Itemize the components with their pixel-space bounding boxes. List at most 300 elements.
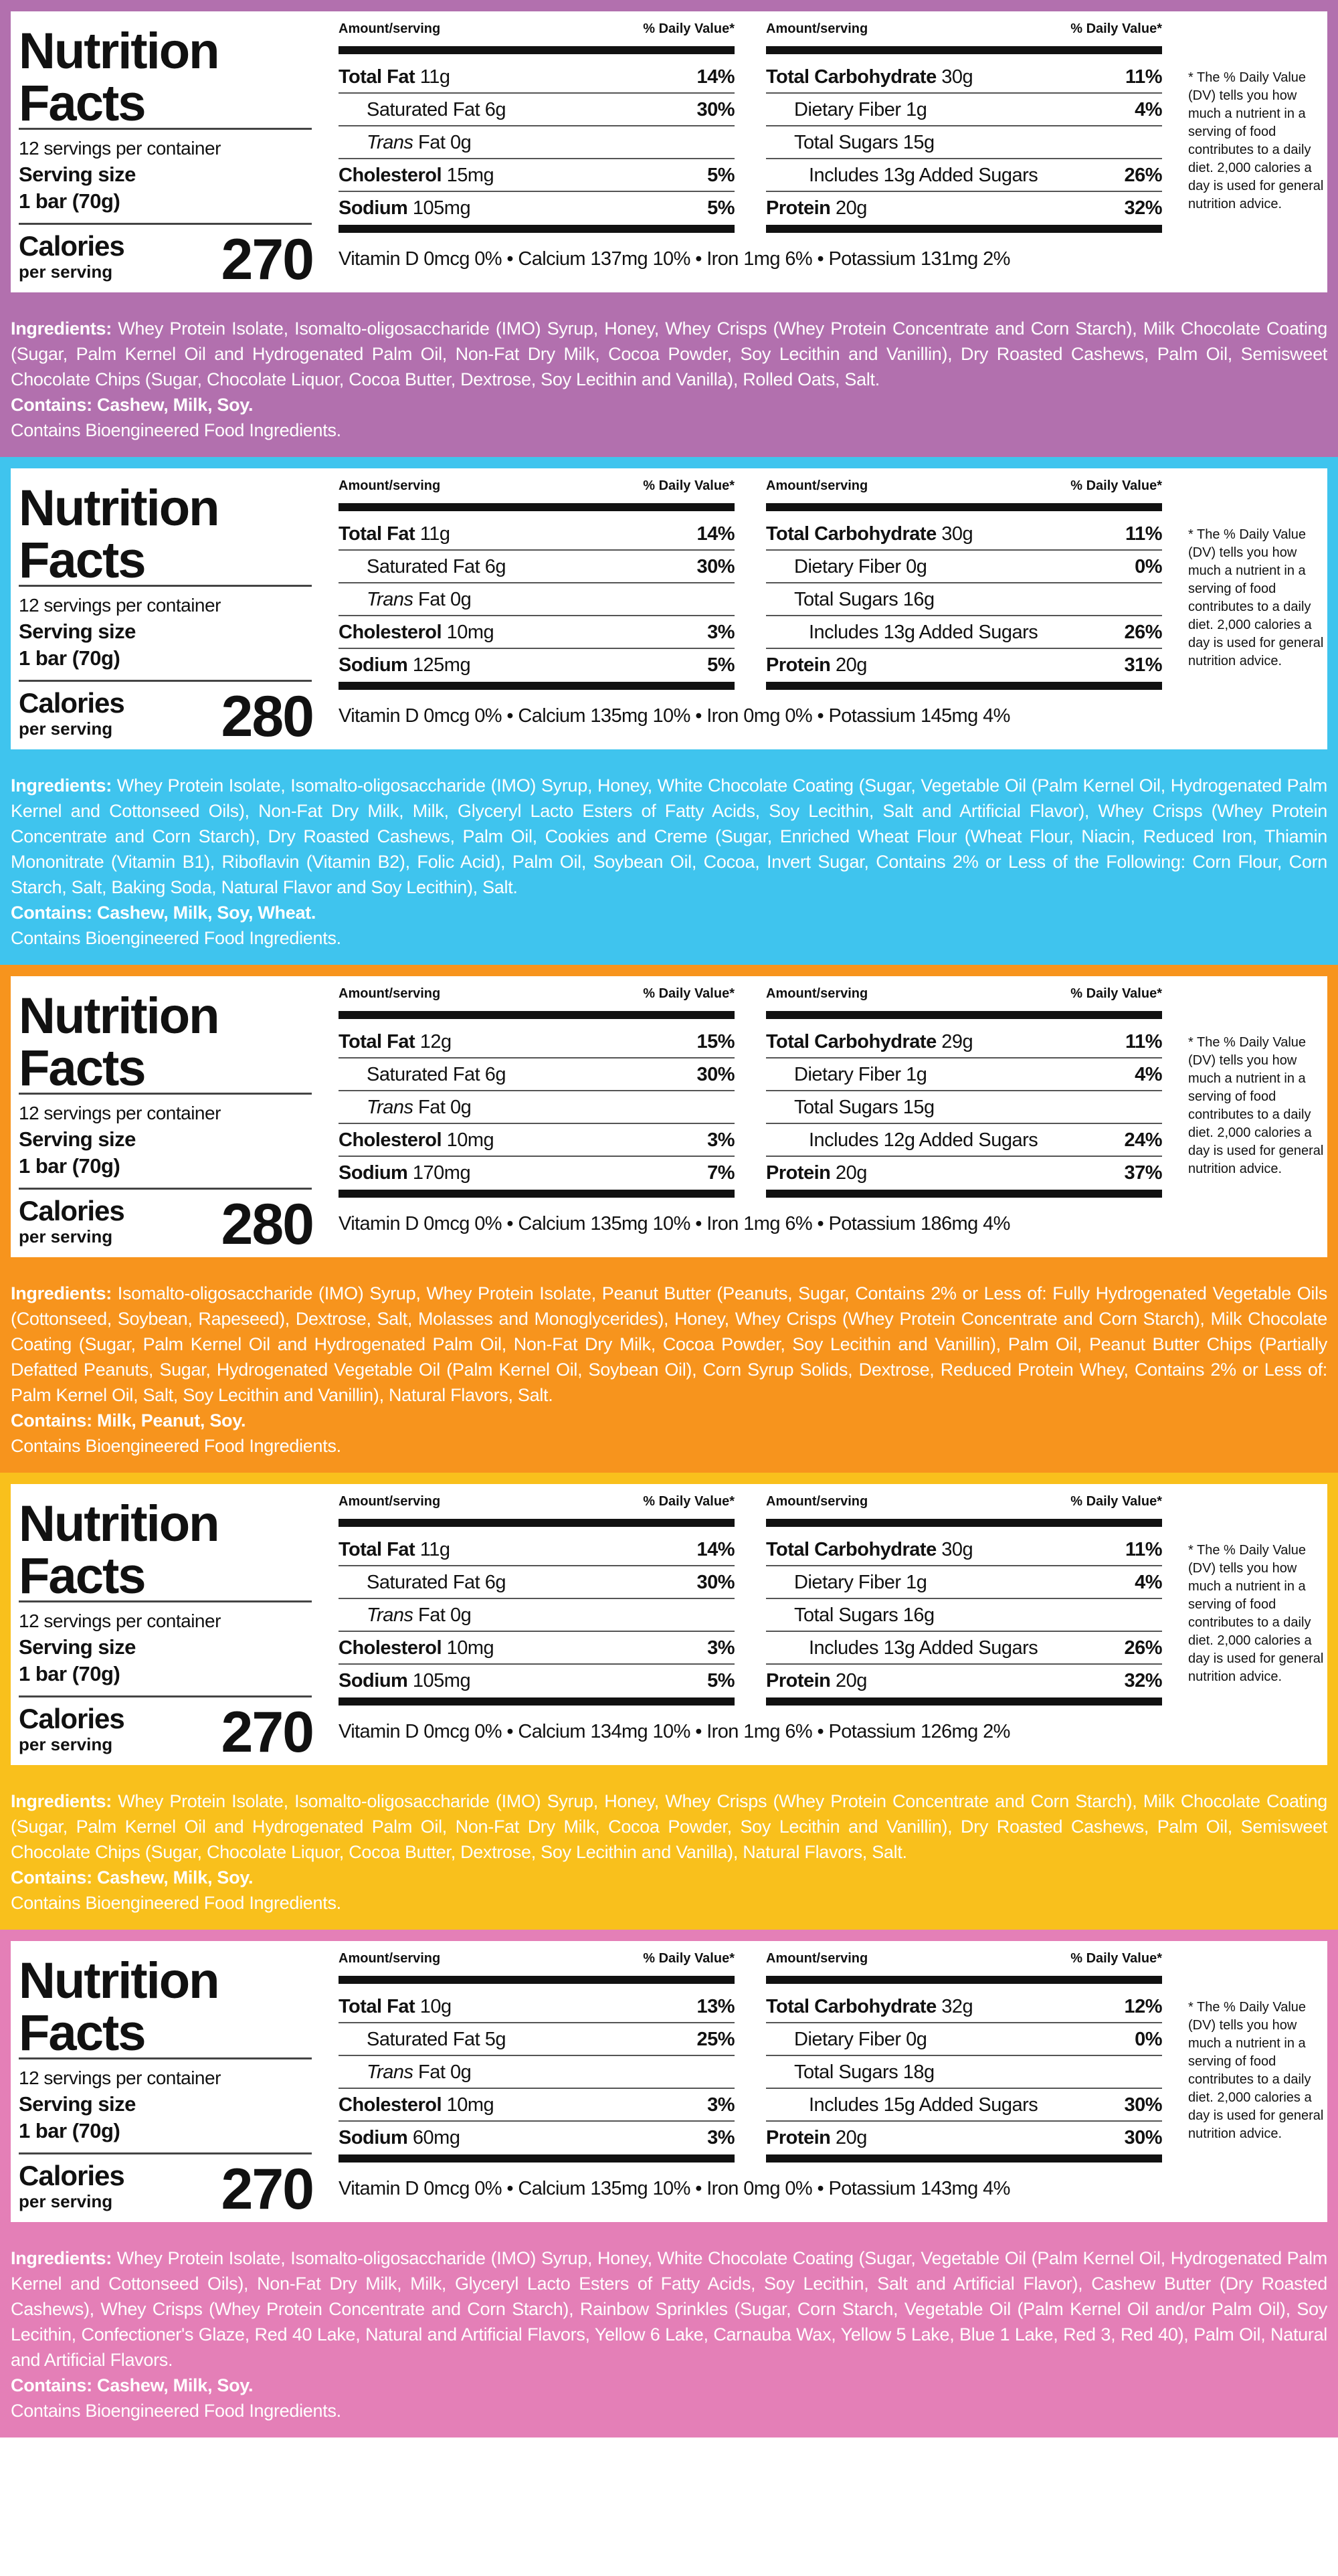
amount-serving-header: Amount/serving: [339, 1951, 441, 1966]
nutrient-amount: 105mg: [412, 197, 471, 219]
includes-label: Includes: [809, 622, 879, 643]
nutrient-name: Dietary Fiber: [794, 556, 901, 577]
trans-label: Trans: [367, 589, 413, 610]
nutrient-daily-value: 3%: [707, 1637, 735, 1659]
includes-label: Includes: [809, 2094, 879, 2116]
nutrient-daily-value: 30%: [1124, 2127, 1162, 2148]
ingredients-list: Isomalto-oligosaccharide (IMO) Syrup, Whey Protein Isolate, Peanut Butter (Peanuts, Sugar, Contains 2% or Less of: Fully Hydrogenated Vegetable Oils (Cottonseed, Soybean, Rapeseed), Dextrose, Salt, Molasses and Monoglycerides), Honey, Whey Crisps (Whey Protein Concentrate and Corn Starch), Milk Chocolate Coating (Sugar, Palm Kernel Oil and Hydrogenated Palm Oil, Non-Fat Dry Milk, Cocoa Powder, Soy Lecithin and Vanillin), Palm Oil, Peanut Butter Chips (Partially Defatted Peanuts, Sugar, Hydrogenated Vegetable Oil (Palm Kernel Oil, Soybean Oil), Corn Syrup Solids, Dextrose, Reduced Protein Whey, Contains 2% or Less of: Palm Kernel Oil, Salt, Soy Lecithin and Vanillin), Natural Flavors, Salt.: [11, 1283, 1327, 1405]
nutrient-row-chol: [339, 1124, 735, 1157]
nutrient-amount: 6g: [484, 99, 506, 120]
table-header: [339, 976, 735, 1003]
nutrient-label: [367, 556, 506, 578]
nutrient-amount: 16g: [902, 589, 935, 610]
nutrient-label: [809, 165, 1038, 187]
nutrient-name: Cholesterol: [339, 622, 442, 643]
nutrient-amount: 10g: [419, 1996, 452, 2017]
nutrition-facts-panel: [11, 976, 1327, 1257]
nutrient-amount: 60mg: [412, 2127, 460, 2148]
nutrient-amount: 30g: [941, 1539, 973, 1560]
bioengineered-statement: Contains Bioengineered Food Ingredients.: [11, 1436, 341, 1456]
thick-bar: [766, 1011, 1162, 1019]
daily-value-header: % Daily Value*: [1070, 21, 1162, 36]
nutrient-amount: 0g: [906, 2029, 927, 2050]
nutrient-row-carb: [766, 61, 1162, 94]
nutrient-row-fiber: [766, 1566, 1162, 1599]
servings-per-container: 12 servings per container: [19, 1103, 221, 1123]
nutrient-amount: 20g: [835, 2127, 867, 2148]
ingredients-block: [11, 1257, 1327, 1473]
nutrient-table: [766, 976, 1162, 1198]
nutrient-amount: 10mg: [446, 1637, 494, 1659]
nutrient-row-fat: [339, 61, 735, 94]
nutrient-amount: 6g: [484, 1572, 506, 1593]
daily-value-header: % Daily Value*: [1070, 1951, 1162, 1966]
ingredients-list: Whey Protein Isolate, Isomalto-oligosaccharide (IMO) Syrup, Honey, White Chocolate Coating (Sugar, Vegetable Oil (Palm Kernel Oil, Hydrogenated Palm Kernel and Cottonseed Oils), Non-Fat Dry Milk, Milk, Glyceryl Lacto Esters of Fatty Acids, Soy Lecithin, Salt and Artificial Flavor), Cashew Butter (Dry Roasted Cashews), Whey Crisps (Whey Protein Concentrate and Corn Starch), Rainbow Sprinkles (Sugar, Corn Starch, Vegetable Oil (Palm Kernel Oil and/or Palm Oil), Soy Lecithin, Confectioner's Glaze, Red 40 Lake, Natural and Artificial Flavors, Yellow 6 Lake, Carnauba Wax, Yellow 5 Lake, Blue 1 Lake, Red 3, Red 40), Palm Oil, Natural and Artificial Flavors.: [11, 2248, 1327, 2370]
per-serving-label: per serving: [19, 2191, 113, 2211]
calories-label-block: [19, 2160, 124, 2211]
nutrient-name: Saturated Fat: [367, 2029, 480, 2050]
table-header: [766, 11, 1162, 38]
thick-bar: [766, 1697, 1162, 1706]
nutrient-label: [339, 622, 494, 644]
daily-value-header: % Daily Value*: [643, 1951, 735, 1966]
nutrient-daily-value: 25%: [696, 2029, 735, 2050]
nutrient-label: [794, 589, 935, 611]
nutrient-name: Total Sugars: [794, 1097, 898, 1118]
nutrient-label: [339, 1162, 470, 1184]
nutrient-rows: [766, 518, 1162, 682]
nutrient-daily-value: 4%: [1135, 1572, 1162, 1593]
nutrient-rows: [339, 1991, 735, 2154]
ingredients-text: [11, 1281, 1327, 1408]
nutrient-table: [339, 11, 735, 233]
calories-label-block: [19, 1704, 124, 1754]
nutrient-name: Total Fat: [339, 1996, 415, 2017]
nutrient-amount: 0g: [450, 1097, 472, 1118]
nutrient-row-protein: [766, 2122, 1162, 2154]
title-nutrition: Nutrition: [19, 1952, 219, 2009]
nutrient-amount: 18g: [902, 2061, 935, 2083]
nutrient-label: [339, 1996, 452, 2018]
nutrient-daily-value: 32%: [1124, 1670, 1162, 1691]
ingredients-text: [11, 2245, 1327, 2373]
divider: [19, 1188, 312, 1190]
nutrient-row-fiber: [766, 1059, 1162, 1091]
thick-bar: [339, 1519, 735, 1527]
nutrient-label: [766, 1670, 867, 1692]
nutrient-label: [809, 2094, 1038, 2116]
nutrient-daily-value: 31%: [1124, 654, 1162, 676]
divider: [19, 1695, 312, 1697]
nutrient-name: Protein: [766, 1670, 831, 1691]
vitamins-minerals-line: Vitamin D 0mcg 0% • Calcium 137mg 10% • Iron 1mg 6% • Potassium 131mg 2%: [339, 248, 1010, 270]
nutrient-name: Dietary Fiber: [794, 99, 901, 120]
nutrient-daily-value: 3%: [707, 1129, 735, 1151]
nutrient-daily-value: 5%: [707, 197, 735, 219]
nutrient-amount: 10mg: [446, 2094, 494, 2116]
ingredients-label: Ingredients:: [11, 775, 112, 796]
ingredients-label: Ingredients:: [11, 318, 112, 339]
divider: [19, 223, 312, 225]
nutrient-row-protein: [766, 1157, 1162, 1190]
nutrient-daily-value: 5%: [707, 1670, 735, 1691]
nutrient-row-added: [766, 1124, 1162, 1157]
added-sugars-label: Added Sugars: [919, 622, 1038, 643]
nutrient-amount: 20g: [835, 197, 867, 219]
ingredients-block: [11, 2222, 1327, 2437]
ingredients-label: Ingredients:: [11, 2248, 112, 2268]
table-header: [766, 468, 1162, 495]
nutrient-daily-value: 24%: [1124, 1129, 1162, 1151]
ingredients-label: Ingredients:: [11, 1283, 112, 1303]
ingredients-list: Whey Protein Isolate, Isomalto-oligosaccharide (IMO) Syrup, Honey, Whey Crisps (Whey Protein Concentrate and Corn Starch), Milk Chocolate Coating (Sugar, Palm Kernel Oil and Hydrogenated Palm Oil, Non-Fat Dry Milk, Cocoa Powder, Soy Lecithin and Vanillin), Dry Roasted Cashews, Palm Oil, Semisweet Chocolate Chips (Sugar, Chocolate Liquor, Cocoa Butter, Dextrose, Soy Lecithin and Vanilla), Rolled Oats, Salt.: [11, 318, 1327, 389]
ingredients-list: Whey Protein Isolate, Isomalto-oligosaccharide (IMO) Syrup, Honey, Whey Crisps (Whey Protein Concentrate and Corn Starch), Milk Chocolate Coating (Sugar, Palm Kernel Oil and Hydrogenated Palm Oil, Non-Fat Dry Milk, Cocoa Powder, Soy Lecithin and Vanillin), Dry Roasted Cashews, Palm Oil, Semisweet Chocolate Chips (Sugar, Chocolate Liquor, Cocoa Butter, Dextrose, Soy Lecithin and Vanilla), Natural Flavors, Salt.: [11, 1791, 1327, 1862]
nutrient-row-trans: [339, 1091, 735, 1124]
servings-per-container: 12 servings per container: [19, 1611, 221, 1631]
product-section: [0, 965, 1338, 1473]
nutrient-row-trans: [339, 1599, 735, 1632]
nutrient-amount: 0g: [450, 1604, 472, 1626]
added-amount: 13g: [883, 1637, 915, 1659]
nutrient-name: Saturated Fat: [367, 1572, 480, 1593]
ingredients-text: [11, 773, 1327, 900]
vitamins-minerals-line: Vitamin D 0mcg 0% • Calcium 135mg 10% • Iron 0mg 0% • Potassium 145mg 4%: [339, 705, 1010, 727]
servings-per-container: 12 servings per container: [19, 2067, 221, 2088]
thick-bar: [339, 503, 735, 511]
thick-bar: [339, 1011, 735, 1019]
nutrient-label: [339, 66, 450, 88]
calories-label: Calories: [19, 2160, 124, 2191]
nutrient-row-carb: [766, 1534, 1162, 1566]
nutrient-amount: 15g: [902, 132, 935, 153]
daily-value-header: % Daily Value*: [643, 21, 735, 36]
contains-label: Contains:: [11, 1410, 92, 1431]
nutrient-row-chol: [339, 1632, 735, 1665]
serving-size-label: Serving size: [19, 1127, 136, 1151]
thick-bar: [339, 1976, 735, 1984]
nutrient-rows: [766, 61, 1162, 225]
nutrition-facts-panel: [11, 1484, 1327, 1765]
amount-serving-header: Amount/serving: [339, 1494, 441, 1509]
nutrient-daily-value: 5%: [707, 165, 735, 186]
nutrient-row-sod: [339, 649, 735, 682]
nutrient-row-added: [766, 616, 1162, 649]
nutrient-table: [339, 1484, 735, 1706]
nutrient-name: Total Fat: [339, 1031, 415, 1052]
nutrient-name: Total Sugars: [794, 2061, 898, 2083]
nutrient-label: [339, 523, 450, 545]
serving-size-label: Serving size: [19, 620, 136, 643]
allergens: Cashew, Milk, Soy.: [97, 1867, 254, 1888]
nutrient-name: Dietary Fiber: [794, 1572, 901, 1593]
includes-label: Includes: [809, 1129, 879, 1151]
nutrient-label: [339, 1031, 452, 1053]
thick-bar: [766, 2154, 1162, 2163]
nutrient-table: [766, 11, 1162, 233]
serving-size-value: 1 bar (70g): [19, 646, 120, 670]
nutrient-rows: [766, 1026, 1162, 1190]
thick-bar: [766, 1190, 1162, 1198]
nutrient-rows: [339, 1026, 735, 1190]
allergens: Cashew, Milk, Soy.: [97, 395, 254, 415]
nutrient-daily-value: 7%: [707, 1162, 735, 1184]
nutrient-row-fiber: [766, 551, 1162, 583]
nutrient-daily-value: 3%: [707, 2127, 735, 2148]
nutrient-amount: 125mg: [412, 654, 471, 676]
nutrient-amount: 20g: [835, 1162, 867, 1184]
nutrient-row-sugars: [766, 1599, 1162, 1632]
nutrient-amount: 0g: [906, 556, 927, 577]
nutrient-amount: 16g: [902, 1604, 935, 1626]
nutrient-label: [339, 165, 494, 187]
nutrient-label: [766, 1996, 973, 2018]
nutrient-label: [339, 1670, 470, 1692]
nutrient-row-sod: [339, 192, 735, 225]
nutrient-name: Protein: [766, 1162, 831, 1184]
nutrient-name: Total Fat: [339, 66, 415, 88]
nutrient-daily-value: 30%: [696, 1572, 735, 1593]
daily-value-header: % Daily Value*: [643, 1494, 735, 1509]
nutrient-table: [339, 468, 735, 690]
nutrient-daily-value: 30%: [696, 1064, 735, 1085]
title-facts: Facts: [19, 75, 145, 132]
nutrient-label: [367, 99, 506, 121]
nutrition-header: [19, 468, 313, 749]
per-serving-label: per serving: [19, 719, 113, 739]
ingredients-list: Whey Protein Isolate, Isomalto-oligosaccharide (IMO) Syrup, Honey, White Chocolate Coating (Sugar, Vegetable Oil (Palm Kernel Oil, Hydrogenated Palm Kernel and Cottonseed Oils), Non-Fat Dry Milk, Milk, Glyceryl Lacto Esters of Fatty Acids, Soy Lecithin, Salt and Artificial Flavor), Whey Crisps (Whey Protein Concentrate and Corn Starch), Dry Roasted Cashews, Palm Oil, Cookies and Creme (Sugar, Enriched Wheat Flour (Wheat Flour, Niacin, Reduced Iron, Thiamin Mononitrate (Vitamin B1), Riboflavin (Vitamin B2), Folic Acid), Palm Oil, Soybean Oil, Cocoa, Invert Sugar, Contains 2% or Less of the Following: Corn Flour, Corn Starch, Salt, Baking Soda, Natural Flavor and Soy Lecithin), Salt.: [11, 775, 1327, 897]
vitamins-minerals-line: Vitamin D 0mcg 0% • Calcium 135mg 10% • Iron 1mg 6% • Potassium 186mg 4%: [339, 1213, 1010, 1234]
thick-bar: [766, 503, 1162, 511]
divider: [19, 2152, 312, 2154]
nutrient-daily-value: 0%: [1135, 2029, 1162, 2050]
nutrient-row-added: [766, 1632, 1162, 1665]
nutrient-row-sat: [339, 94, 735, 126]
nutrient-rows: [339, 61, 735, 225]
nutrient-name: Total Sugars: [794, 589, 898, 610]
title-facts: Facts: [19, 2005, 145, 2061]
nutrient-amount: 1g: [906, 99, 927, 120]
nutrient-table: [766, 468, 1162, 690]
title-facts: Facts: [19, 1040, 145, 1097]
daily-value-footnote: * The % Daily Value (DV) tells you how much a nutrient in a serving of food contributes to a daily diet. 2,000 calories a day is used for general nutrition advice.: [1188, 70, 1324, 211]
nutrient-amount: 5g: [484, 2029, 506, 2050]
nutrient-amount: 15mg: [446, 165, 494, 186]
nutrient-amount: 1g: [906, 1572, 927, 1593]
trans-fat-label: Fat: [418, 132, 446, 153]
per-serving-label: per serving: [19, 1734, 113, 1754]
nutrient-label: [794, 1097, 935, 1119]
thick-bar: [766, 225, 1162, 233]
nutrient-label: [809, 1129, 1038, 1152]
nutrient-label: [794, 1604, 935, 1627]
divider: [19, 2057, 312, 2059]
bioengineered-statement: Contains Bioengineered Food Ingredients.: [11, 2401, 341, 2421]
nutrient-amount: 6g: [484, 1064, 506, 1085]
divider: [19, 1600, 312, 1602]
nutrient-row-sat: [339, 2023, 735, 2056]
nutrient-daily-value: 26%: [1124, 622, 1162, 643]
amount-serving-header: Amount/serving: [766, 1494, 868, 1509]
title-nutrition: Nutrition: [19, 23, 219, 80]
nutrient-label: [766, 523, 973, 545]
contains-label: Contains:: [11, 903, 92, 923]
amount-serving-header: Amount/serving: [766, 478, 868, 493]
nutrient-daily-value: 3%: [707, 622, 735, 643]
nutrient-row-carb: [766, 518, 1162, 551]
trans-label: Trans: [367, 2061, 413, 2083]
nutrition-header: [19, 1941, 313, 2222]
nutrient-label: [794, 99, 927, 121]
nutrient-row-protein: [766, 649, 1162, 682]
nutrient-amount: 6g: [484, 556, 506, 577]
nutrient-amount: 1g: [906, 1064, 927, 1085]
nutrient-label: [339, 1637, 494, 1659]
contains-label: Contains:: [11, 395, 92, 415]
nutrient-label: [794, 1572, 927, 1594]
serving-size-value: 1 bar (70g): [19, 1662, 120, 1685]
nutrient-daily-value: 30%: [1124, 2094, 1162, 2116]
table-header: [339, 1484, 735, 1511]
table-header: [339, 11, 735, 38]
thick-bar: [339, 225, 735, 233]
nutrient-name: Saturated Fat: [367, 556, 480, 577]
nutrient-daily-value: 26%: [1124, 165, 1162, 186]
nutrient-daily-value: 32%: [1124, 197, 1162, 219]
nutrient-label: [766, 197, 867, 219]
nutrient-row-sugars: [766, 126, 1162, 159]
nutrition-header: [19, 11, 313, 292]
nutrient-label: [809, 1637, 1038, 1659]
nutrient-row-sugars: [766, 1091, 1162, 1124]
nutrient-table: [766, 1484, 1162, 1706]
calories-label-block: [19, 688, 124, 739]
servings-per-container: 12 servings per container: [19, 595, 221, 616]
calories-label: Calories: [19, 1703, 124, 1734]
thick-bar: [339, 1697, 735, 1706]
nutrient-name: Total Carbohydrate: [766, 66, 937, 88]
calories-value: 270: [221, 2157, 313, 2221]
nutrient-name: Dietary Fiber: [794, 1064, 901, 1085]
daily-value-footnote: * The % Daily Value (DV) tells you how much a nutrient in a serving of food contributes to a daily diet. 2,000 calories a day is used for general nutrition advice.: [1188, 2000, 1324, 2141]
nutrition-facts-panel: [11, 11, 1327, 292]
nutrient-label: [367, 132, 471, 154]
nutrient-name: Saturated Fat: [367, 1064, 480, 1085]
nutrient-row-protein: [766, 1665, 1162, 1697]
nutrient-row-added: [766, 159, 1162, 192]
nutrient-label: [794, 1064, 927, 1086]
calories-value: 270: [221, 227, 313, 292]
nutrient-daily-value: 37%: [1124, 1162, 1162, 1184]
per-serving-label: per serving: [19, 262, 113, 282]
nutrient-table: [766, 1941, 1162, 2163]
nutrient-row-sugars: [766, 583, 1162, 616]
bioengineered-statement: Contains Bioengineered Food Ingredients.: [11, 420, 341, 440]
nutrient-daily-value: 4%: [1135, 1064, 1162, 1085]
nutrient-table: [339, 1941, 735, 2163]
nutrient-table: [339, 976, 735, 1198]
nutrient-name: Cholesterol: [339, 1637, 442, 1659]
nutrient-row-carb: [766, 1026, 1162, 1059]
daily-value-footnote: * The % Daily Value (DV) tells you how much a nutrient in a serving of food contributes to a daily diet. 2,000 calories a day is used for general nutrition advice.: [1188, 1035, 1324, 1176]
nutrient-daily-value: 13%: [696, 1996, 735, 2017]
nutrient-rows: [766, 1534, 1162, 1697]
ingredients-text: [11, 316, 1327, 392]
trans-fat-label: Fat: [418, 1604, 446, 1626]
nutrient-daily-value: 15%: [696, 1031, 735, 1052]
nutrient-label: [794, 2029, 927, 2051]
nutrient-label: [367, 1604, 471, 1627]
product-section: [0, 1473, 1338, 1930]
trans-label: Trans: [367, 1097, 413, 1118]
added-sugars-label: Added Sugars: [919, 1129, 1038, 1151]
nutrient-label: [339, 654, 470, 676]
table-header: [766, 976, 1162, 1003]
nutrient-name: Total Carbohydrate: [766, 523, 937, 545]
thick-bar: [339, 1190, 735, 1198]
nutrient-daily-value: 11%: [1125, 1031, 1162, 1052]
nutrient-label: [766, 654, 867, 676]
nutrient-amount: 11g: [419, 1539, 450, 1560]
added-amount: 12g: [883, 1129, 915, 1151]
nutrient-label: [339, 1539, 450, 1561]
nutrient-daily-value: 4%: [1135, 99, 1162, 120]
nutrient-daily-value: 5%: [707, 654, 735, 676]
nutrient-rows: [766, 1991, 1162, 2154]
calories-value: 270: [221, 1700, 313, 1764]
added-amount: 13g: [883, 165, 915, 186]
nutrient-name: Cholesterol: [339, 2094, 442, 2116]
table-header: [339, 468, 735, 495]
serving-size-label: Serving size: [19, 163, 136, 186]
nutrient-amount: 170mg: [412, 1162, 471, 1184]
nutrient-label: [339, 2094, 494, 2116]
nutrition-header: [19, 1484, 313, 1765]
calories-value: 280: [221, 1192, 313, 1257]
daily-value-footnote: * The % Daily Value (DV) tells you how much a nutrient in a serving of food contributes to a daily diet. 2,000 calories a day is used for general nutrition advice.: [1188, 527, 1324, 668]
nutrient-label: [766, 1539, 973, 1561]
serving-size-label: Serving size: [19, 1635, 136, 1659]
nutrient-row-added: [766, 2089, 1162, 2122]
title-nutrition: Nutrition: [19, 480, 219, 537]
nutrient-row-fat: [339, 1534, 735, 1566]
allergen-statement: [11, 1408, 1327, 1433]
amount-serving-header: Amount/serving: [339, 986, 441, 1001]
calories-label: Calories: [19, 230, 124, 262]
nutrient-row-chol: [339, 159, 735, 192]
nutrient-name: Protein: [766, 2127, 831, 2148]
nutrient-name: Sodium: [339, 654, 408, 676]
nutrient-amount: 0g: [450, 2061, 472, 2083]
nutrition-header: [19, 976, 313, 1257]
nutrient-name: Dietary Fiber: [794, 2029, 901, 2050]
daily-value-header: % Daily Value*: [1070, 478, 1162, 493]
nutrient-row-trans: [339, 126, 735, 159]
nutrient-label: [339, 197, 470, 219]
nutrient-row-chol: [339, 2089, 735, 2122]
nutrient-label: [367, 1572, 506, 1594]
nutrient-row-trans: [339, 2056, 735, 2089]
nutrient-name: Total Carbohydrate: [766, 1996, 937, 2017]
divider: [19, 585, 312, 587]
nutrient-label: [339, 1129, 494, 1152]
allergen-statement: [11, 900, 1327, 925]
amount-serving-header: Amount/serving: [766, 986, 868, 1001]
vitamins-minerals-line: Vitamin D 0mcg 0% • Calcium 134mg 10% • Iron 1mg 6% • Potassium 126mg 2%: [339, 1721, 1010, 1742]
nutrient-name: Total Sugars: [794, 1604, 898, 1626]
nutrient-amount: 10mg: [446, 622, 494, 643]
servings-per-container: 12 servings per container: [19, 138, 221, 159]
nutrient-label: [794, 2061, 935, 2084]
